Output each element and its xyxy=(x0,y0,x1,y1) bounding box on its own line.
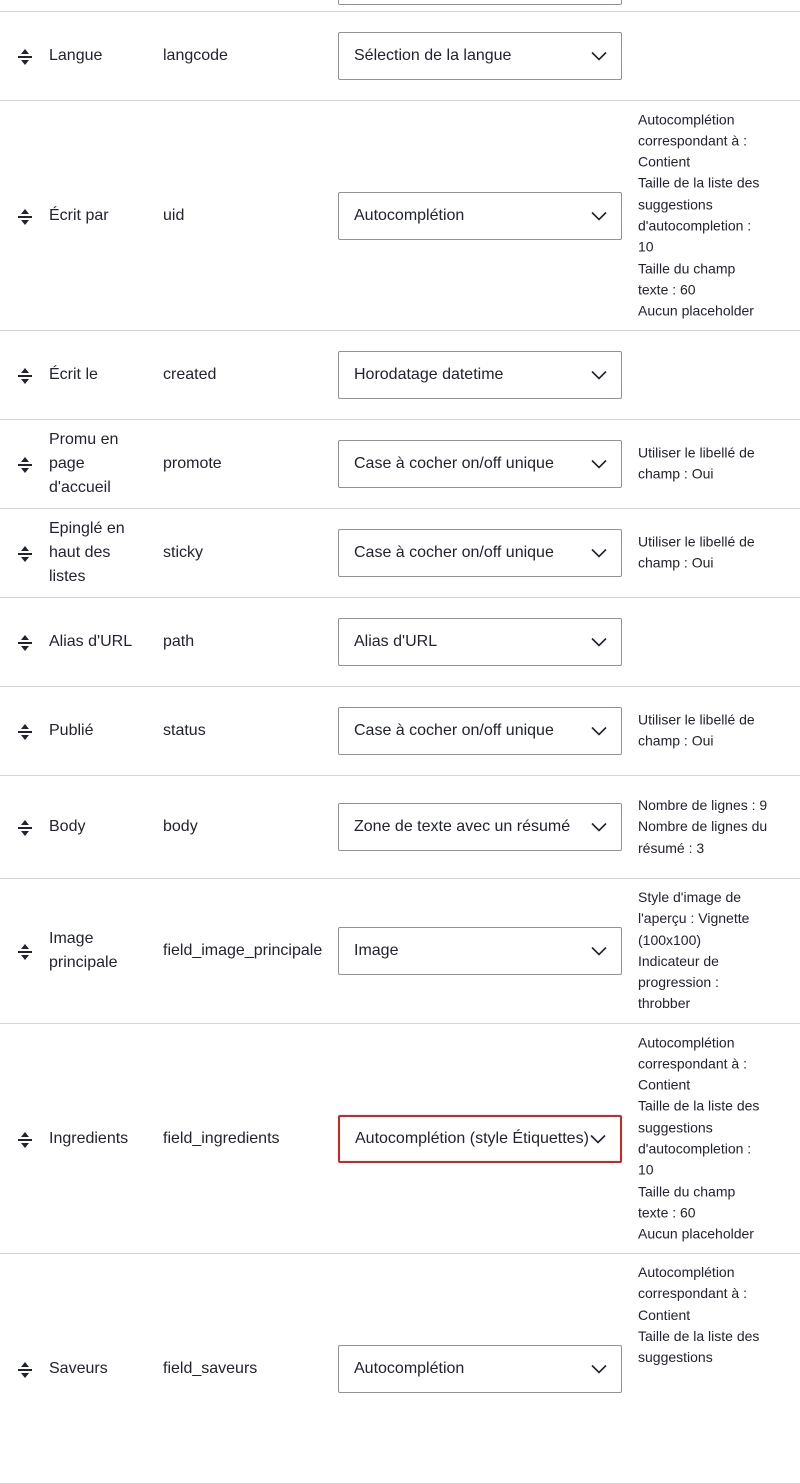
machine-name: langcode xyxy=(163,47,228,64)
summary-line: Utiliser le libellé de champ : Oui xyxy=(638,444,755,482)
drag-handle-icon[interactable] xyxy=(17,1131,33,1149)
machine-name: sticky xyxy=(163,544,203,561)
widget-select-value: Case à cocher on/off unique xyxy=(354,722,554,739)
widget-select[interactable] xyxy=(338,1345,622,1393)
widget-select-value xyxy=(354,0,445,4)
summary-line: Aucun placeholder xyxy=(638,302,754,319)
widget-select[interactable] xyxy=(338,618,622,666)
chevron-down-icon xyxy=(591,946,607,956)
widget-select-value: Autocomplétion xyxy=(354,206,465,224)
field-label: Promu en page d'accueil xyxy=(49,431,119,496)
chevron-down-icon xyxy=(591,51,607,61)
machine-name: body xyxy=(163,818,198,835)
drag-handle-icon[interactable] xyxy=(17,819,33,837)
drag-handle-icon[interactable] xyxy=(17,545,33,563)
table-row xyxy=(0,509,800,598)
drag-handle-icon[interactable] xyxy=(17,943,33,961)
machine-name: field_saveurs xyxy=(163,1360,258,1377)
drag-handle-icon[interactable] xyxy=(17,634,33,652)
widget-select-value: Zone de texte avec un résumé xyxy=(354,818,571,835)
widget-select-value: Horodatage datetime xyxy=(354,366,504,383)
widget-select[interactable] xyxy=(338,707,622,755)
widget-summary xyxy=(638,1032,768,1245)
table-row xyxy=(0,598,800,687)
field-label: Epinglé en haut des listes xyxy=(49,520,125,585)
table-row xyxy=(0,879,800,1024)
machine-name: uid xyxy=(163,206,185,224)
widget-summary xyxy=(638,109,768,322)
widget-summary xyxy=(638,1262,768,1368)
widget-summary xyxy=(638,887,768,1015)
field-label: Image principale xyxy=(49,930,118,971)
summary-line: Taille du champ texte : 60 xyxy=(638,1183,736,1221)
widget-select[interactable] xyxy=(338,1115,622,1163)
machine-name: status xyxy=(163,722,206,739)
chevron-down-icon xyxy=(591,822,607,832)
drag-handle-icon[interactable] xyxy=(17,367,33,385)
machine-name: path xyxy=(163,633,195,650)
summary-line: Taille du champ texte : 60 xyxy=(638,260,736,298)
chevron-down-icon xyxy=(591,637,607,647)
summary-line: Taille de la liste des suggestions d'autocompletion : 10 xyxy=(638,174,760,255)
widget-select-value: Image xyxy=(354,942,399,959)
drag-handle-icon[interactable] xyxy=(17,456,33,474)
machine-name: field_image_principale xyxy=(163,942,323,959)
widget-select[interactable] xyxy=(338,0,622,5)
summary-line: Autocomplétion correspondant à : Contient xyxy=(638,1264,747,1323)
summary-line: Aucun placeholder xyxy=(638,1225,754,1242)
widget-select[interactable] xyxy=(338,803,622,851)
machine-name: promote xyxy=(163,455,222,472)
widget-select-value: Case à cocher on/off unique xyxy=(354,455,554,472)
widget-select-value: Autocomplétion (style Étiquettes) xyxy=(355,1129,589,1147)
widget-select[interactable] xyxy=(338,529,622,577)
widget-summary xyxy=(638,532,768,575)
drag-handle-icon[interactable] xyxy=(17,48,33,66)
widget-select-value: Alias d'URL xyxy=(354,633,438,650)
table-row xyxy=(0,101,800,331)
table-row xyxy=(0,0,800,12)
field-label xyxy=(49,0,149,2)
widget-summary xyxy=(638,795,768,859)
widget-summary xyxy=(638,710,768,753)
summary-line: Taille de la liste des suggestions d'autocompletion : 10 xyxy=(638,1097,760,1178)
summary-line: Taille de la liste des suggestions xyxy=(638,1327,760,1366)
machine-name: created xyxy=(163,366,217,383)
drag-handle-icon[interactable] xyxy=(17,208,33,226)
table-row xyxy=(0,331,800,420)
widget-select[interactable] xyxy=(338,192,622,240)
drag-handle-icon[interactable] xyxy=(17,1361,33,1379)
summary-line: Utiliser le libellé de champ : Oui xyxy=(638,711,755,749)
table-row xyxy=(0,420,800,509)
chevron-down-icon xyxy=(590,1134,606,1144)
summary-line: Autocomplétion correspondant à : Contient xyxy=(638,1034,747,1093)
widget-select[interactable] xyxy=(338,32,622,80)
summary-line: Utiliser le libellé de champ : Oui xyxy=(638,533,755,571)
table-row xyxy=(0,1024,800,1254)
field-label: Écrit le xyxy=(49,366,98,383)
field-label: Saveurs xyxy=(49,1360,108,1377)
widget-select-value: Autocomplétion xyxy=(354,1360,465,1377)
chevron-down-icon xyxy=(591,726,607,736)
field-label: Ingredients xyxy=(49,1129,129,1147)
chevron-down-icon xyxy=(591,1364,607,1374)
table-row xyxy=(0,12,800,101)
field-label: Langue xyxy=(49,47,103,64)
drag-handle-icon[interactable] xyxy=(17,723,33,741)
widget-select[interactable] xyxy=(338,351,622,399)
chevron-down-icon xyxy=(591,370,607,380)
chevron-down-icon xyxy=(591,211,607,221)
chevron-down-icon xyxy=(591,548,607,558)
widget-select-value: Sélection de la langue xyxy=(354,47,512,64)
summary-line: Nombre de lignes du résumé : 3 xyxy=(638,818,768,856)
field-label: Alias d'URL xyxy=(49,633,133,650)
widget-select[interactable] xyxy=(338,927,622,975)
field-label: Body xyxy=(49,818,86,835)
summary-line: Style d'image de l'aperçu : Vignette (100x100) xyxy=(638,889,750,948)
table-row xyxy=(0,1254,800,1484)
summary-line: Nombre de lignes : 9 xyxy=(638,797,768,814)
summary-line: Autocomplétion correspondant à : Contient xyxy=(638,111,747,170)
chevron-down-icon xyxy=(591,459,607,469)
summary-line: Indicateur de progression : throbber xyxy=(638,953,719,1012)
field-label: Écrit par xyxy=(49,206,109,224)
widget-summary xyxy=(638,443,768,486)
table-row xyxy=(0,776,800,879)
table-row xyxy=(0,687,800,776)
widget-select[interactable] xyxy=(338,440,622,488)
widget-select-value: Case à cocher on/off unique xyxy=(354,544,554,561)
field-label: Publié xyxy=(49,722,94,739)
machine-name: field_ingredients xyxy=(163,1129,280,1147)
